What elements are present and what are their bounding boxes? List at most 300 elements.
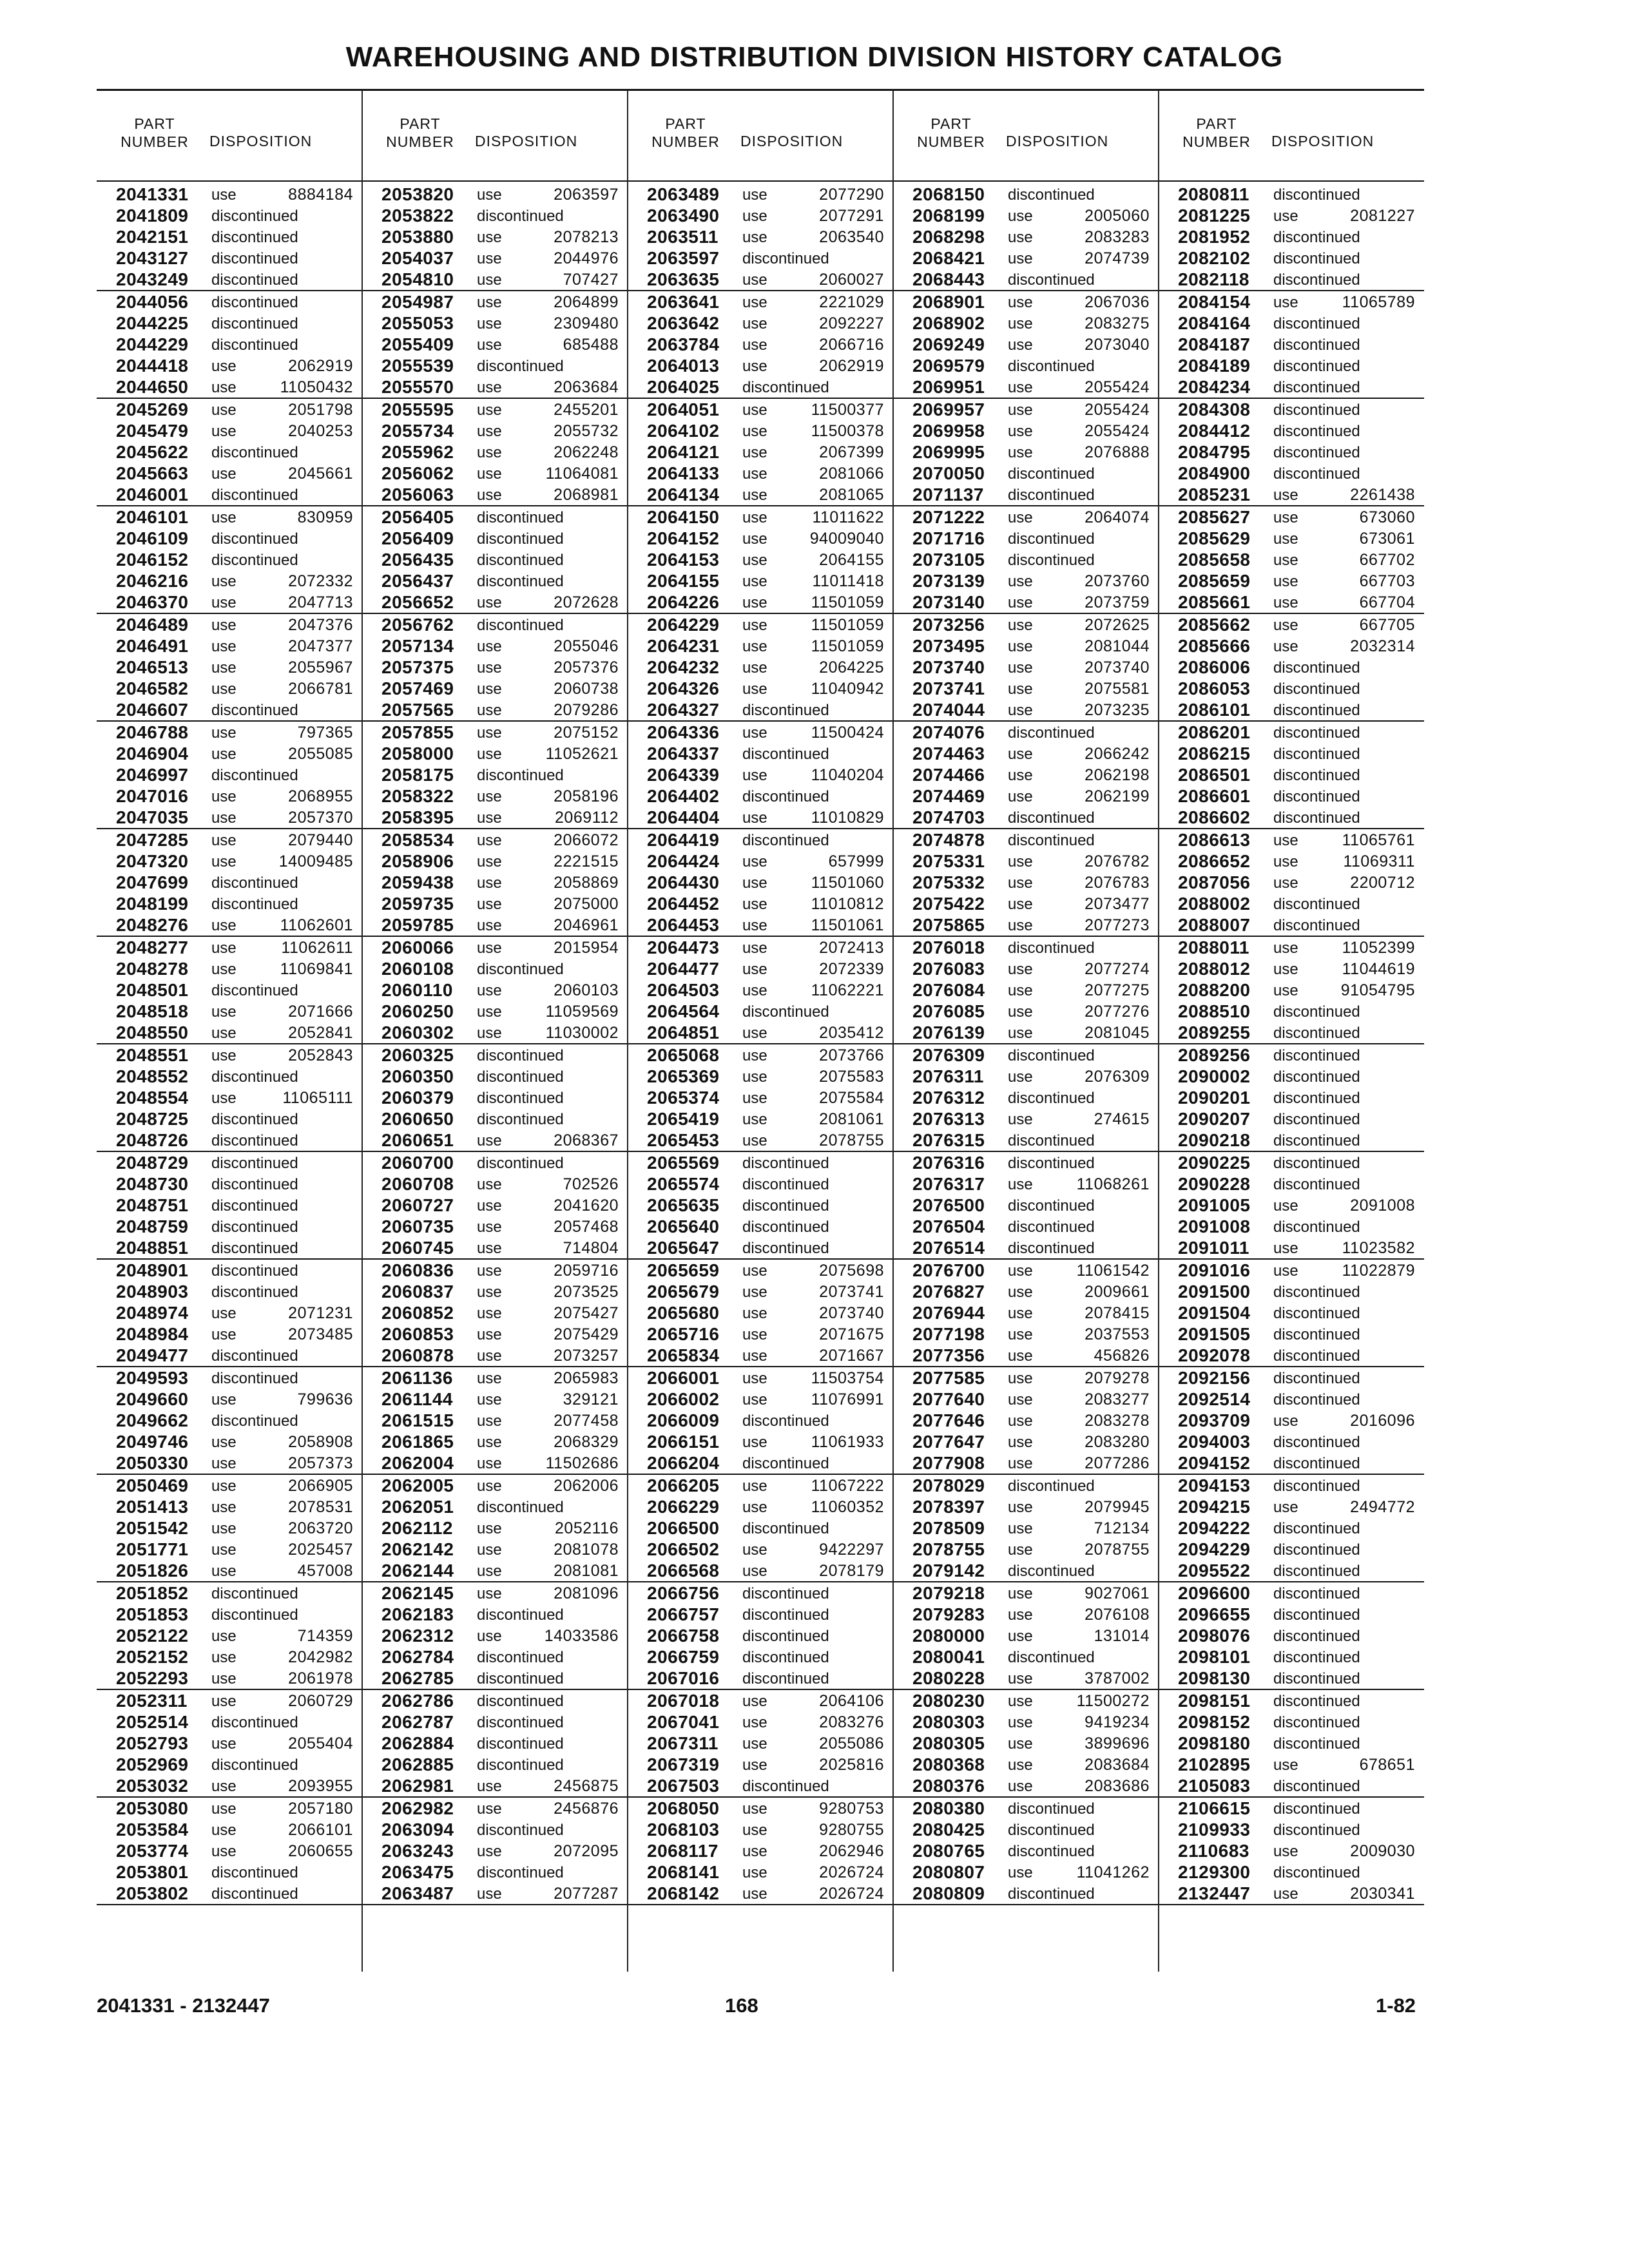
table-row	[1159, 1582, 1424, 1604]
part-number: 2076083	[912, 959, 985, 979]
table-row	[1159, 399, 1424, 420]
part-number: 2048276	[116, 915, 189, 935]
replacement-number: 2073741	[819, 1283, 884, 1301]
part-number: 2069249	[912, 334, 985, 354]
table-row	[97, 1260, 362, 1281]
replacement-number: 657999	[828, 852, 884, 870]
table-row	[97, 1539, 362, 1560]
disposition-word: use	[1273, 1843, 1298, 1860]
disposition-word: discontinued	[1008, 832, 1095, 849]
table-row	[893, 591, 1159, 613]
part-number: 2091005	[1178, 1195, 1251, 1215]
table-row	[97, 785, 362, 807]
part-number: 2048984	[116, 1324, 189, 1344]
part-number: 2049660	[116, 1389, 189, 1409]
table-row	[628, 1475, 893, 1496]
table-row	[362, 1216, 628, 1237]
part-number: 2055570	[381, 377, 454, 397]
table-row	[1159, 1840, 1424, 1861]
disposition-word: use	[742, 271, 767, 289]
row-group	[1159, 1260, 1424, 1367]
row-group	[893, 937, 1159, 1044]
table-row	[628, 1108, 893, 1129]
replacement-number: 2077274	[1084, 960, 1150, 978]
replacement-number: 11010829	[811, 809, 884, 827]
part-number: 2086601	[1178, 786, 1251, 806]
disposition-word: discontinued	[1273, 1585, 1360, 1602]
part-number: 2047320	[116, 851, 189, 871]
disposition-word: use	[211, 1434, 236, 1451]
part-number: 2064155	[647, 571, 720, 591]
replacement-number: 2078415	[1084, 1304, 1150, 1322]
disposition-word: use	[1008, 1693, 1033, 1710]
table-row	[97, 1001, 362, 1022]
disposition-word: use	[742, 1477, 767, 1495]
table-row	[1159, 1798, 1424, 1819]
part-number: 2076309	[912, 1045, 985, 1065]
disposition-word: use	[211, 809, 236, 827]
table-row	[893, 376, 1159, 398]
disposition-word: use	[1273, 1412, 1298, 1430]
table-row	[893, 937, 1159, 958]
part-number: 2068443	[912, 269, 985, 289]
part-header-line2: NUMBER	[1182, 133, 1251, 150]
table-row	[362, 226, 628, 247]
table-row	[893, 184, 1159, 205]
table-row	[893, 441, 1159, 463]
table-row	[362, 699, 628, 720]
part-number: 2090228	[1178, 1174, 1251, 1194]
disposition-word: use	[477, 1391, 502, 1408]
disposition-word: discontinued	[1273, 680, 1360, 698]
disposition-word: discontinued	[742, 832, 829, 849]
table-row	[893, 1517, 1159, 1539]
part-number: 2077908	[912, 1453, 985, 1473]
table-row	[628, 1754, 893, 1775]
part-number: 2095522	[1178, 1561, 1251, 1581]
table-row	[1159, 1861, 1424, 1883]
disposition-word: use	[742, 939, 767, 957]
part-number: 2044056	[116, 292, 189, 312]
disposition-word: use	[477, 1843, 502, 1860]
table-row	[1159, 1345, 1424, 1366]
table-row	[893, 1840, 1159, 1861]
disposition-word: discontinued	[477, 1693, 564, 1710]
disposition-word: use	[742, 961, 767, 978]
table-row	[1159, 1496, 1424, 1517]
replacement-number: 457008	[297, 1562, 353, 1580]
part-number: 2048730	[116, 1174, 189, 1194]
disposition-word: discontinued	[1273, 1693, 1360, 1710]
part-number: 2065716	[647, 1324, 720, 1344]
part-number: 2076827	[912, 1282, 985, 1302]
table-row	[628, 376, 893, 398]
table-row	[97, 1775, 362, 1796]
disposition-word: use	[477, 680, 502, 698]
replacement-number: 11052621	[545, 745, 619, 763]
disposition-word: use	[211, 465, 236, 483]
replacement-number: 2064899	[554, 293, 619, 311]
table-row	[1159, 1754, 1424, 1775]
replacement-number: 11502686	[545, 1454, 619, 1472]
table-row	[97, 484, 362, 505]
part-number: 2085661	[1178, 592, 1251, 612]
disposition-word: discontinued	[1273, 1347, 1360, 1365]
part-number: 2055734	[381, 421, 454, 441]
part-number: 2046101	[116, 507, 189, 527]
table-row	[893, 355, 1159, 376]
part-number: 2064477	[647, 959, 720, 979]
part-number: 2080303	[912, 1712, 985, 1732]
disposition-word: discontinued	[1273, 1778, 1360, 1795]
part-number: 2060066	[381, 937, 454, 957]
table-row	[893, 1066, 1159, 1087]
disposition-word: use	[477, 271, 502, 289]
table-row	[893, 1173, 1159, 1195]
part-number: 2085658	[1178, 550, 1251, 570]
disposition-word: use	[477, 809, 502, 827]
disposition-word: discontinued	[1008, 1047, 1095, 1064]
disposition-word: discontinued	[477, 509, 564, 526]
disposition-word: discontinued	[211, 229, 298, 246]
disposition-word: discontinued	[211, 1218, 298, 1236]
part-number: 2082102	[1178, 248, 1251, 268]
table-row	[1159, 979, 1424, 1001]
disposition-word: use	[211, 1778, 236, 1795]
part-number: 2078397	[912, 1497, 985, 1517]
part-number: 2050469	[116, 1475, 189, 1495]
part-number: 2051542	[116, 1518, 189, 1538]
part-number: 2066500	[647, 1518, 720, 1538]
replacement-number: 11500272	[1076, 1692, 1150, 1710]
table-row	[1159, 1410, 1424, 1431]
part-number: 2075865	[912, 915, 985, 935]
replacement-number: 2077273	[1084, 916, 1150, 934]
part-number: 2062004	[381, 1453, 454, 1473]
replacement-number: 2052116	[555, 1519, 619, 1537]
table-row	[362, 1389, 628, 1410]
disposition-word: discontinued	[211, 702, 298, 719]
part-number: 2064150	[647, 507, 720, 527]
part-number: 2086602	[1178, 807, 1251, 827]
row-group	[628, 937, 893, 1044]
table-row	[362, 441, 628, 463]
part-number: 2092514	[1178, 1389, 1251, 1409]
part-number: 2086613	[1178, 830, 1251, 850]
table-row	[628, 1798, 893, 1819]
part-number: 2053032	[116, 1776, 189, 1796]
replacement-number: 2075429	[554, 1325, 619, 1343]
disposition-word: discontinued	[742, 1218, 829, 1236]
disposition-word: discontinued	[1273, 465, 1360, 483]
row-group	[97, 614, 362, 722]
row-group	[893, 1367, 1159, 1475]
table-row	[893, 1216, 1159, 1237]
disposition-word: discontinued	[742, 379, 829, 396]
disposition-word: use	[211, 680, 236, 698]
table-row	[893, 614, 1159, 635]
table-row	[97, 184, 362, 205]
replacement-number: 667703	[1359, 572, 1415, 590]
disposition-word: discontinued	[211, 1864, 298, 1881]
table-row	[97, 591, 362, 613]
replacement-number: 2059716	[554, 1262, 619, 1280]
table-row	[97, 1582, 362, 1604]
disposition-word: use	[211, 358, 236, 375]
table-row	[97, 226, 362, 247]
disposition-word: discontinued	[1008, 1800, 1095, 1818]
replacement-number: 2079440	[288, 831, 353, 849]
part-number: 2048901	[116, 1260, 189, 1280]
disposition-word: discontinued	[477, 1670, 564, 1687]
table-row	[1159, 1517, 1424, 1539]
replacement-number: 797365	[297, 724, 353, 742]
disposition-word: discontinued	[1273, 336, 1360, 354]
part-number: 2068421	[912, 248, 985, 268]
part-number: 2053802	[116, 1883, 189, 1903]
disposition-word: discontinued	[742, 1003, 829, 1021]
table-row	[628, 1625, 893, 1646]
table-row	[893, 528, 1159, 549]
part-number: 2051413	[116, 1497, 189, 1517]
disposition-word: use	[1008, 896, 1033, 913]
disposition-word: use	[477, 1800, 502, 1818]
part-number: 2059785	[381, 915, 454, 935]
replacement-number: 2073477	[1084, 895, 1150, 913]
replacement-number: 2063597	[554, 186, 619, 204]
table-row	[893, 226, 1159, 247]
part-number: 2076500	[912, 1195, 985, 1215]
table-row	[628, 1861, 893, 1883]
replacement-number: 2078755	[1084, 1541, 1150, 1559]
table-row	[1159, 1281, 1424, 1302]
disposition-word: discontinued	[1273, 423, 1360, 440]
disposition-word: discontinued	[477, 767, 564, 784]
part-number: 2065574	[647, 1174, 720, 1194]
table-row	[893, 247, 1159, 269]
row-group	[628, 291, 893, 399]
table-row	[893, 722, 1159, 743]
replacement-number: 2075584	[819, 1089, 884, 1107]
part-number: 2062982	[381, 1798, 454, 1818]
table-row	[362, 420, 628, 441]
part-number: 2060700	[381, 1153, 454, 1173]
disposition-word: use	[742, 680, 767, 698]
table-row	[893, 1861, 1159, 1883]
replacement-number: 11011622	[812, 508, 884, 526]
part-number: 2066568	[647, 1561, 720, 1581]
row-group	[893, 1475, 1159, 1582]
table-row	[628, 506, 893, 528]
disposition-word: use	[211, 745, 236, 763]
table-row	[362, 1798, 628, 1819]
part-number: 2066001	[647, 1368, 720, 1388]
disposition-word: use	[1008, 250, 1033, 267]
part-number: 2060836	[381, 1260, 454, 1280]
row-group	[893, 291, 1159, 399]
part-number: 2073256	[912, 615, 985, 635]
replacement-number: 2083277	[1084, 1390, 1150, 1408]
disposition-word: use	[211, 1047, 236, 1064]
replacement-number: 11064081	[545, 465, 619, 483]
table-row	[628, 291, 893, 312]
replacement-number: 2047376	[288, 616, 353, 634]
disposition-word: discontinued	[1008, 1477, 1095, 1495]
table-row	[362, 1022, 628, 1043]
part-number-header	[1178, 115, 1255, 151]
replacement-number: 2081096	[554, 1584, 619, 1602]
part-number: 2080807	[912, 1862, 985, 1882]
table-row	[628, 958, 893, 979]
part-number: 2079218	[912, 1583, 985, 1603]
part-number: 2077646	[912, 1410, 985, 1430]
part-number: 2109933	[1178, 1820, 1251, 1840]
part-number: 2064102	[647, 421, 720, 441]
disposition-word: discontinued	[211, 767, 298, 784]
part-number: 2094153	[1178, 1475, 1251, 1495]
part-number: 2062112	[381, 1518, 453, 1538]
part-number: 2055595	[381, 399, 454, 419]
disposition-word: discontinued	[211, 1347, 298, 1365]
disposition-word: discontinued	[211, 315, 298, 332]
table-row	[893, 914, 1159, 936]
disposition-word: use	[742, 1283, 767, 1301]
table-row	[893, 312, 1159, 334]
disposition-word: use	[477, 1347, 502, 1365]
disposition-word: use	[1008, 1520, 1033, 1537]
disposition-word: use	[477, 1370, 502, 1387]
replacement-number: 2068981	[554, 486, 619, 504]
row-group	[1159, 1152, 1424, 1260]
replacement-number: 2076309	[1084, 1068, 1150, 1086]
disposition-word: discontinued	[211, 1885, 298, 1903]
table-row	[362, 549, 628, 570]
part-number: 2066759	[647, 1647, 720, 1667]
replacement-number: 11068261	[1076, 1175, 1150, 1193]
row-group	[97, 399, 362, 506]
part-number: 2067311	[647, 1733, 718, 1753]
table-row	[628, 463, 893, 484]
table-row	[1159, 1173, 1424, 1195]
table-row	[1159, 205, 1424, 226]
row-group	[97, 1690, 362, 1798]
disposition-word: use	[1008, 294, 1033, 311]
part-header-line1: PART	[665, 115, 706, 132]
table-row	[362, 1129, 628, 1151]
table-row	[97, 914, 362, 936]
part-number: 2077198	[912, 1324, 985, 1344]
disposition-word: use	[742, 1305, 767, 1322]
part-number: 2075422	[912, 894, 985, 914]
replacement-number: 2081081	[554, 1562, 619, 1580]
table-row	[362, 1452, 628, 1474]
part-number: 2060745	[381, 1238, 454, 1258]
table-row	[97, 1517, 362, 1539]
disposition-word: use	[742, 1756, 767, 1774]
table-row	[362, 1711, 628, 1733]
replacement-number: 2062198	[1084, 766, 1150, 784]
disposition-word: discontinued	[211, 1585, 298, 1602]
part-number: 2092078	[1178, 1345, 1251, 1365]
disposition-word: use	[1008, 982, 1033, 999]
disposition-word: use	[477, 294, 502, 311]
part-number: 2068199	[912, 206, 985, 226]
part-number: 2076311	[912, 1066, 984, 1086]
part-number: 2057855	[381, 722, 454, 742]
part-number: 2091500	[1178, 1282, 1251, 1302]
disposition-word: discontinued	[211, 1197, 298, 1215]
replacement-number: 2069112	[555, 809, 619, 827]
table-row	[362, 376, 628, 398]
part-number: 2088002	[1178, 894, 1251, 914]
disposition-word: discontinued	[1008, 486, 1095, 504]
disposition-word: use	[1273, 1756, 1298, 1774]
disposition-word: discontinued	[211, 1262, 298, 1280]
table-row	[893, 1001, 1159, 1022]
replacement-number: 2016096	[1350, 1412, 1415, 1430]
replacement-number: 2062919	[288, 357, 353, 375]
part-number: 2068050	[647, 1798, 720, 1818]
part-number: 2085231	[1178, 485, 1251, 505]
disposition-word: use	[211, 186, 236, 204]
disposition-word: use	[1008, 379, 1033, 396]
disposition-word: use	[211, 1499, 236, 1516]
replacement-number: 11011418	[812, 572, 884, 590]
row-group	[628, 1260, 893, 1367]
replacement-number: 2009030	[1350, 1842, 1415, 1860]
table-row	[1159, 463, 1424, 484]
disposition-word: discontinued	[1273, 250, 1360, 267]
table-row	[97, 1667, 362, 1689]
disposition-word: use	[211, 509, 236, 526]
disposition-word: discontinued	[1273, 896, 1360, 913]
disposition-word: use	[1008, 1541, 1033, 1559]
part-number: 2053584	[116, 1820, 189, 1840]
disposition-word: use	[1008, 1735, 1033, 1753]
part-number: 2064337	[647, 744, 720, 764]
replacement-number: 2077458	[554, 1412, 619, 1430]
table-row	[362, 291, 628, 312]
replacement-number: 2065983	[554, 1369, 619, 1387]
disposition-word: use	[477, 1885, 502, 1903]
disposition-word: use	[477, 401, 502, 419]
part-number: 2047699	[116, 872, 189, 892]
replacement-number: 2063720	[288, 1519, 353, 1537]
table-row	[893, 678, 1159, 699]
part-number: 2075332	[912, 872, 985, 892]
table-row	[97, 1195, 362, 1216]
table-row	[628, 872, 893, 893]
replacement-number: 2077286	[1084, 1454, 1150, 1472]
part-number: 2063635	[647, 269, 720, 289]
disposition-word: use	[1008, 1864, 1033, 1881]
table-row	[1159, 785, 1424, 807]
replacement-number: 2071231	[288, 1304, 353, 1322]
replacement-number: 2042982	[288, 1648, 353, 1666]
replacement-number: 2064155	[819, 551, 884, 569]
disposition-word: use	[477, 1585, 502, 1602]
replacement-number: 2081045	[1084, 1024, 1150, 1042]
replacement-number: 2062919	[819, 357, 884, 375]
header-rule	[97, 180, 362, 182]
disposition-word: discontinued	[1273, 917, 1360, 934]
part-number: 2076317	[912, 1174, 985, 1194]
table-row	[1159, 1044, 1424, 1066]
row-group	[893, 829, 1159, 937]
replacement-number: 2074739	[1084, 249, 1150, 267]
disposition-word: discontinued	[211, 1240, 298, 1257]
replacement-number: 2075698	[819, 1262, 884, 1280]
